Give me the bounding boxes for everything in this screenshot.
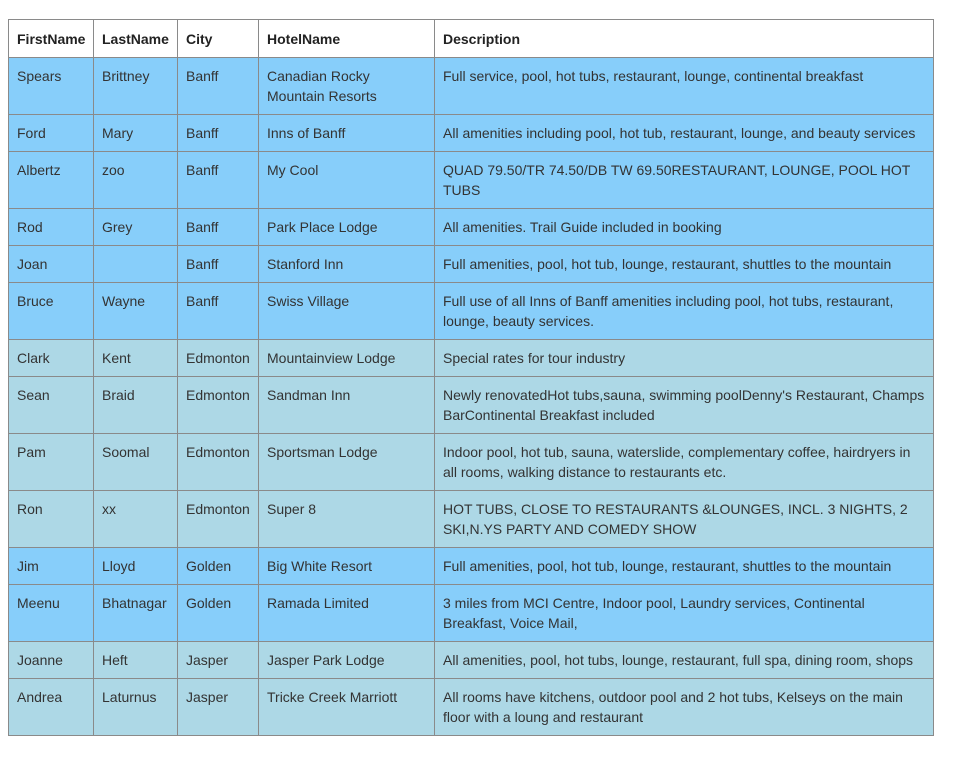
cell-firstname[interactable]: Joan [9, 246, 94, 283]
table-row[interactable] [9, 548, 934, 585]
cell-lastname[interactable]: Laturnus [94, 679, 178, 736]
column-header-lastname[interactable]: LastName [94, 20, 178, 58]
table-row[interactable] [9, 283, 934, 340]
cell-lastname[interactable]: Kent [94, 340, 178, 377]
cell-lastname[interactable]: xx [94, 491, 178, 548]
table-row[interactable] [9, 209, 934, 246]
cell-description[interactable]: All amenities, pool, hot tubs, lounge, restaurant, full spa, dining room, shops [435, 642, 934, 679]
hotel-grid-container [8, 19, 933, 736]
cell-city[interactable]: Edmonton [178, 377, 259, 434]
column-header-hotelname[interactable]: HotelName [259, 20, 435, 58]
cell-description[interactable]: Special rates for tour industry [435, 340, 934, 377]
cell-lastname[interactable]: Heft [94, 642, 178, 679]
cell-city[interactable]: Banff [178, 283, 259, 340]
cell-city[interactable]: Banff [178, 152, 259, 209]
cell-hotelname[interactable]: Tricke Creek Marriott [259, 679, 435, 736]
cell-lastname[interactable]: Bhatnagar [94, 585, 178, 642]
cell-firstname[interactable]: Rod [9, 209, 94, 246]
cell-city[interactable]: Edmonton [178, 491, 259, 548]
cell-city[interactable]: Banff [178, 115, 259, 152]
cell-firstname[interactable]: Joanne [9, 642, 94, 679]
cell-lastname[interactable]: Wayne [94, 283, 178, 340]
table-row[interactable] [9, 491, 934, 548]
cell-hotelname[interactable]: Inns of Banff [259, 115, 435, 152]
table-row[interactable] [9, 642, 934, 679]
table-row[interactable] [9, 115, 934, 152]
cell-lastname[interactable]: zoo [94, 152, 178, 209]
column-header-firstname[interactable]: FirstName [9, 20, 94, 58]
cell-description[interactable]: 3 miles from MCI Centre, Indoor pool, Laundry services, Continental Breakfast, Voice Mail, [435, 585, 934, 642]
cell-description[interactable]: Full amenities, pool, hot tub, lounge, restaurant, shuttles to the mountain [435, 548, 934, 585]
cell-lastname[interactable] [94, 246, 178, 283]
table-row[interactable] [9, 246, 934, 283]
cell-lastname[interactable]: Brittney [94, 58, 178, 115]
table-row[interactable] [9, 340, 934, 377]
cell-hotelname[interactable]: Big White Resort [259, 548, 435, 585]
cell-firstname[interactable]: Spears [9, 58, 94, 115]
cell-hotelname[interactable]: My Cool [259, 152, 435, 209]
cell-firstname[interactable]: Andrea [9, 679, 94, 736]
cell-description[interactable]: All rooms have kitchens, outdoor pool and 2 hot tubs, Kelseys on the main floor with a loung and restaurant [435, 679, 934, 736]
hotel-grid-table [8, 19, 934, 736]
cell-city[interactable]: Banff [178, 58, 259, 115]
cell-description[interactable]: Full use of all Inns of Banff amenities including pool, hot tubs, restaurant, lounge, beauty services. [435, 283, 934, 340]
cell-firstname[interactable]: Ron [9, 491, 94, 548]
cell-city[interactable]: Jasper [178, 679, 259, 736]
column-header-description[interactable]: Description [435, 20, 934, 58]
table-row[interactable] [9, 585, 934, 642]
cell-lastname[interactable]: Lloyd [94, 548, 178, 585]
cell-city[interactable]: Golden [178, 548, 259, 585]
cell-city[interactable]: Edmonton [178, 340, 259, 377]
cell-hotelname[interactable]: Swiss Village [259, 283, 435, 340]
cell-hotelname[interactable]: Stanford Inn [259, 246, 435, 283]
cell-description[interactable]: All amenities. Trail Guide included in booking [435, 209, 934, 246]
cell-hotelname[interactable]: Jasper Park Lodge [259, 642, 435, 679]
cell-hotelname[interactable]: Canadian Rocky Mountain Resorts [259, 58, 435, 115]
cell-city[interactable]: Edmonton [178, 434, 259, 491]
cell-lastname[interactable]: Braid [94, 377, 178, 434]
cell-lastname[interactable]: Grey [94, 209, 178, 246]
cell-hotelname[interactable]: Park Place Lodge [259, 209, 435, 246]
cell-lastname[interactable]: Mary [94, 115, 178, 152]
table-row[interactable] [9, 377, 934, 434]
cell-hotelname[interactable]: Mountainview Lodge [259, 340, 435, 377]
cell-city[interactable]: Banff [178, 246, 259, 283]
column-header-city[interactable]: City [178, 20, 259, 58]
table-row[interactable] [9, 434, 934, 491]
cell-description[interactable]: All amenities including pool, hot tub, restaurant, lounge, and beauty services [435, 115, 934, 152]
cell-description[interactable]: Indoor pool, hot tub, sauna, waterslide, complementary coffee, hairdryers in all rooms, walking distance to restaurants etc. [435, 434, 934, 491]
cell-hotelname[interactable]: Ramada Limited [259, 585, 435, 642]
table-body [9, 58, 934, 736]
cell-description[interactable]: HOT TUBS, CLOSE TO RESTAURANTS &LOUNGES, INCL. 3 NIGHTS, 2 SKI,N.YS PARTY AND COMEDY SHOW [435, 491, 934, 548]
table-row[interactable] [9, 152, 934, 209]
cell-lastname[interactable]: Soomal [94, 434, 178, 491]
cell-city[interactable]: Banff [178, 209, 259, 246]
cell-firstname[interactable]: Clark [9, 340, 94, 377]
cell-city[interactable]: Jasper [178, 642, 259, 679]
cell-city[interactable]: Golden [178, 585, 259, 642]
cell-firstname[interactable]: Bruce [9, 283, 94, 340]
cell-hotelname[interactable]: Sportsman Lodge [259, 434, 435, 491]
table-row[interactable] [9, 58, 934, 115]
cell-description[interactable]: Full amenities, pool, hot tub, lounge, restaurant, shuttles to the mountain [435, 246, 934, 283]
cell-hotelname[interactable]: Sandman Inn [259, 377, 435, 434]
cell-hotelname[interactable]: Super 8 [259, 491, 435, 548]
table-header [9, 20, 934, 58]
cell-firstname[interactable]: Ford [9, 115, 94, 152]
cell-description[interactable]: Full service, pool, hot tubs, restaurant, lounge, continental breakfast [435, 58, 934, 115]
cell-firstname[interactable]: Pam [9, 434, 94, 491]
header-row [9, 20, 934, 58]
cell-firstname[interactable]: Meenu [9, 585, 94, 642]
cell-description[interactable]: Newly renovatedHot tubs,sauna, swimming poolDenny's Restaurant, Champs BarContinental Breakfast included [435, 377, 934, 434]
cell-firstname[interactable]: Albertz [9, 152, 94, 209]
cell-firstname[interactable]: Jim [9, 548, 94, 585]
cell-description[interactable]: QUAD 79.50/TR 74.50/DB TW 69.50RESTAURANT, LOUNGE, POOL HOT TUBS [435, 152, 934, 209]
cell-firstname[interactable]: Sean [9, 377, 94, 434]
table-row[interactable] [9, 679, 934, 736]
